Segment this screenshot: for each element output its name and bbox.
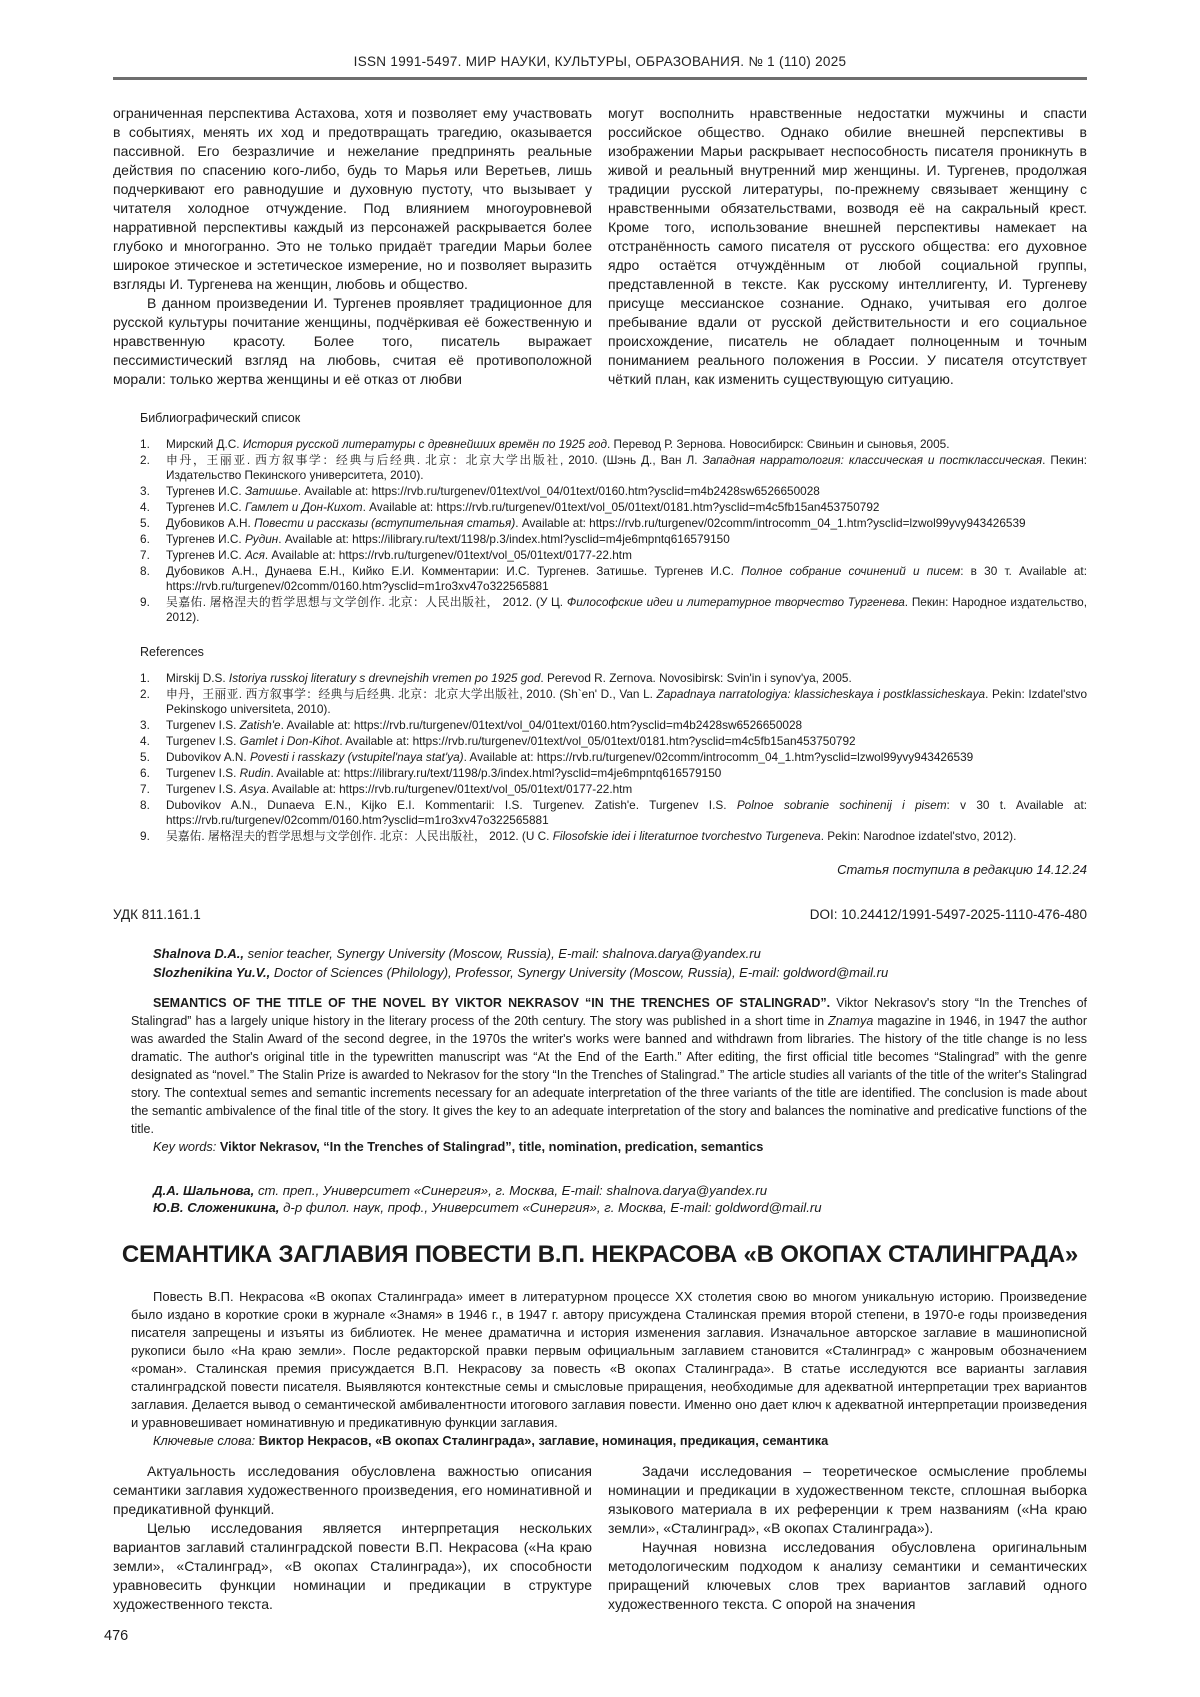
reference-item [140, 671, 1087, 686]
text-segment: Рудин [244, 532, 279, 546]
text-segment: . Available at: https://rvb.ru/turgenev/01text/vol_05/01text/0181.htm?ysclid=m4c5fb15an453750792 [362, 500, 880, 514]
text-segment: 吴嘉佑. 屠格涅夫的哲学思想与文学创作. 北京：人民出版社， 2012. (U C. [166, 829, 553, 843]
text-segment: . Available at: https://rvb.ru/turgenev/01text/vol_05/01text/0177-22.htm [264, 548, 632, 562]
text-segment: Ю.В. Сложеникина, [153, 1200, 280, 1215]
text-segment: Полное собрание сочинений и писем [741, 564, 961, 578]
text-segment: Znamya [828, 1014, 874, 1028]
paragraph: Целью исследования является интерпретация нескольких вариантов заглавий сталинградской повести В.П. Некрасова («На краю земли», «Сталинград», «В окопах Сталинграда»), их способности уравновесить функции номинации и предикации в структуре художественного текста. [113, 1520, 592, 1612]
reference-item [140, 516, 1087, 531]
column-left [113, 1462, 592, 1614]
text-segment: Turgenev I.S. [166, 766, 240, 780]
reference-item [140, 437, 1087, 452]
reference-item [140, 750, 1087, 765]
text-segment: Mirskij D.S. [166, 671, 229, 685]
text-segment: Виктор Некрасов, «В окопах Сталинграда», заглавие, номинация, предикация, семантика [258, 1433, 829, 1448]
text-segment: Дубовиков А.Н., Дунаева Е.Н., Кийко Е.И. Комментарии: И.С. Тургенев. Затишье. Тургенев И.С. [166, 564, 742, 578]
text-segment: История русской литературы с древнейших времён по 1925 год [242, 437, 607, 451]
text-segment: . Available at: https://ilibrary.ru/text/1198/p.3/index.html?ysclid=m4je6mpntq616579150 [278, 532, 730, 546]
text-segment: 申丹，王丽亚. 西方叙事学：经典与后经典. 北京：北京大学出版社, 2010. (Шэнь Д., Ван Л. [166, 453, 703, 467]
text-segment: Gamlet i Don-Kihot [239, 734, 340, 748]
column-left [113, 104, 592, 389]
text-segment: Zatish'e [239, 718, 281, 732]
paragraph: ограниченная перспектива Астахова, хотя и позволяет ему участвовать в событиях, менять их ход и предотвращать трагедию, оказывается пассивной. Его безразличие и нежелание предпринять реальные действия по спасению кого-либо, будь то Марья или Веретьев, лишь подчеркивают его равнодушие и духовную пустоту, что вызывает у читателя холодное отчуждение. Под влиянием многоуровневой нарративной перспективы каждый из персонажей раскрывается более глубоко и многогранно. Это не только придаёт трагедии Марьи более широкое этическое и эстетическое измерение, но и позволяет выразить взгляды И. Тургенева на женщин, любовь и общество. [113, 105, 592, 292]
text-segment: . Available at: https://ilibrary.ru/text/1198/p.3/index.html?ysclid=m4je6mpntq616579150 [270, 766, 722, 780]
author-line-ru [113, 1182, 1087, 1199]
text-segment: Shalnova D.A., [153, 946, 245, 961]
text-segment: Тургенев И.С. [166, 532, 245, 546]
text-segment: Rudin [239, 766, 271, 780]
text-segment: . Available at: https://rvb.ru/turgenev/02comm/introcomm_04_1.htm?ysclid=lzwol99yvy943426539 [515, 516, 1026, 530]
text-segment: Istoriya russkoj literatury s drevnejshih vremen po 1925 god [228, 671, 541, 685]
text-segment: Гамлет и Дон-Кихот [244, 500, 363, 514]
column-right [608, 104, 1087, 389]
references-heading: References [140, 645, 204, 659]
text-segment: 申丹，王丽亚. 西方叙事学：经典与后经典. 北京：北京大学出版社, 2010. (Sh`en' D., Van L. [166, 687, 657, 701]
text-segment: Slozhenikina Yu.V., [153, 965, 271, 980]
reference-item [140, 500, 1087, 515]
reference-item [140, 484, 1087, 499]
paragraph: могут восполнить нравственные недостатки мужчины и спасти российское общество. Однако обилие внешней перспективы в изображении Марьи раскрывает неспособность писателя проникнуть в живой и реальный внутренний мир женщины. И. Тургенев, продолжая традиции русской литературы, по-прежнему связывает женщину с нравственными обязательствами, возводя её на сакральный крест. Кроме того, использование внешней перспективы намекает на отстранённость самого писателя от русского общества: его духовное ядро остаётся отчуждённым от любой социальной группы, представленной в тексте. Как русскому интеллигенту, И. Тургеневу присуще мессианское сознание. Однако, учитывая его долгое пребывание вдали от русской действительности и его социальное происхождение, писатель не обладает полноценным и точным пониманием реального положения в России. У писателя отсутствует чёткий план, как изменить существующую ситуацию. [608, 105, 1087, 387]
text-segment: Filosofskie idei i literaturnoe tvorchestvo Turgeneva [552, 829, 821, 843]
paragraph: Научная новизна исследования обусловлена оригинальным методологическим подходом к анализу семантики и семантических приращений ключевых слов трех вариантов заглавий одного художественного текста. С опорой на значения [608, 1539, 1087, 1612]
article-title: СЕМАНТИКА ЗАГЛАВИЯ ПОВЕСТИ В.П. НЕКРАСОВА «В ОКОПАХ СТАЛИНГРАДА» [121, 1241, 1079, 1268]
references-list [113, 671, 1087, 844]
reference-item [140, 734, 1087, 749]
text-segment: Мирский Д.С. [166, 437, 243, 451]
text-segment: . Perevod R. Zernova. Novosibirsk: Svin'in i synov'ya, 2005. [540, 671, 852, 685]
text-segment: SEMANTICS OF THE TITLE OF THE NOVEL BY VIKTOR NEKRASOV “IN THE TRENCHES OF STALINGRAD”. [153, 996, 837, 1010]
text-segment: Повести и рассказы (вступительная статья) [254, 516, 516, 530]
text-segment: . Available at: https://rvb.ru/turgenev/01text/vol_05/01text/0177-22.htm [265, 782, 633, 796]
keywords-en [113, 1138, 1087, 1156]
text-segment: Turgenev I.S. [166, 718, 240, 732]
text-segment: Zapadnaya narratologiya: klassicheskaya i postklassicheskaya [656, 687, 986, 701]
text-segment: senior teacher, Synergy University (Moscow, Russia), E-mail: shalnova.darya@yandex.ru [244, 946, 761, 961]
text-segment: Западная нарратология: классическая и постклассическая [702, 453, 1043, 467]
text-segment: 吴嘉佑. 屠格涅夫的哲学思想与文学创作. 北京：人民出版社， 2012. (У Ц. [166, 595, 567, 609]
reference-item [140, 532, 1087, 547]
author-line-en [113, 963, 1087, 982]
text-segment: . Pekin: Izdatel'stvo Pekinskogo universiteta, 2010). [166, 687, 1088, 716]
text-segment: Дубовиков А.Н. [166, 516, 255, 530]
bibliography-heading: Библиографический список [140, 411, 301, 425]
text-segment: . Available at: https://rvb.ru/turgenev/01text/vol_05/01text/0181.htm?ysclid=m4c5fb15an453750792 [339, 734, 856, 748]
header-rule [113, 77, 1087, 80]
text-segment: д-р филол. наук, проф., Университет «Синергия», г. Москва, E-mail: goldword@mail.ru [279, 1200, 822, 1215]
text-segment: Dubovikov A.N. [166, 750, 250, 764]
text-segment: Key words: [153, 1139, 220, 1154]
author-line-en [113, 944, 1087, 963]
udk-doi-row [113, 907, 1087, 922]
reference-item [140, 595, 1087, 625]
paragraph: Актуальность исследования обусловлена важностью описания семантики заглавия художественного произведения, его номинативной и предикативной функций. [113, 1463, 592, 1517]
text-segment: Тургенев И.С. [166, 548, 245, 562]
text-segment: Д.А. Шальнова, [153, 1183, 255, 1198]
abstract-en [113, 994, 1087, 1138]
text-segment: Doctor of Sciences (Philology), Professor, Synergy University (Moscow, Russia), E-mail: goldword@mail.ru [270, 965, 889, 980]
abstract-ru: Повесть В.П. Некрасова «В окопах Сталинграда» имеет в литературном процессе XX столетия свою во многом уникальную историю. Произведение было издано в короткие сроки в журнале «Знамя» в 1946 г., в 1947 г. автору присуждена Сталинская премия второй степени, в 1970-е годы произведения писателя запрещены и изъяты из библиотек. Не менее драматична и история изменения заглавия. Изначальное авторское заглавие в машинописной рукописи было «На краю земли». После редакторской правки первым официальным заглавием становится «Сталинград» с жанровым обозначением «роман». Сталинская премия присуждается В.П. Некрасову за повесть «В окопах Сталинграда». В статье исследуются все варианты заглавия сталинградской повести писателя. Выявляются контекстные семы и смысловые приращения, необходимые для адекватной интерпретации трех вариантов заглавия. Делается вывод о семантической амбивалентности итогового заглавия повести. Именно оно дает ключ к адекватной интерпретации произведения и уравновешивает номинативную и предикативную функции заглавия. [131, 1289, 1087, 1430]
udk-number: УДК 811.161.1 [113, 907, 201, 922]
text-segment: . Available at: https://rvb.ru/turgenev/01text/vol_04/01text/0160.htm?ysclid=m4b2428sw6526650028 [297, 484, 820, 498]
reference-item [140, 548, 1087, 563]
text-segment: . Перевод Р. Зернова. Новосибирск: Свиньин и сыновья, 2005. [606, 437, 950, 451]
reference-item [140, 564, 1087, 594]
text-segment: Dubovikov A.N., Dunaeva E.N., Kijko E.I. Kommentarii: I.S. Turgenev. Zatish'e. Turgenev I.S. [166, 798, 737, 812]
text-segment: Turgenev I.S. [166, 782, 240, 796]
keywords-ru [113, 1432, 1087, 1450]
column-right [608, 1462, 1087, 1614]
text-segment: Turgenev I.S. [166, 734, 240, 748]
paragraph: В данном произведении И. Тургенев проявляет традиционное для русской культуры почитание женщины, подчёркивая её божественную и нравственную красоту. Более того, писатель выражает пессимистический взгляд на любовь, считая её противоположной морали: только жертва женщины и её отказ от любви [113, 295, 592, 387]
text-segment: Polnoe sobranie sochinenij i pisem [736, 798, 947, 812]
text-segment: . Available at: https://rvb.ru/turgenev/01text/vol_04/01text/0160.htm?ysclid=m4b2428sw6526650028 [280, 718, 803, 732]
text-segment: Тургенев И.С. [166, 484, 245, 498]
text-segment: Ключевые слова: [153, 1433, 259, 1448]
text-segment: Povesti i rasskazy (vstupitel'naya stat'ya) [249, 750, 464, 764]
reference-item [140, 718, 1087, 733]
author-line-ru [113, 1199, 1087, 1216]
paragraph: Задачи исследования – теоретическое осмысление проблемы номинации и предикации в художественном тексте, сплошная выборка языкового материала в их референции к трем названиям («На краю земли», «Сталинград», «В окопах Сталинграда»). [608, 1463, 1087, 1536]
text-segment: . Available at: https://rvb.ru/turgenev/02comm/introcomm_04_1.htm?ysclid=lzwol99yvy943426539 [463, 750, 974, 764]
reference-item [140, 453, 1087, 483]
text-segment: Viktor Nekrasov, “In the Trenches of Stalingrad”, title, nomination, predication, semantics [219, 1139, 764, 1154]
text-segment: . Пекин: Издательство Пекинского университета, 2010). [166, 453, 1087, 482]
bibliography-list [113, 437, 1087, 625]
text-segment: ст. преп., Университет «Синергия», г. Москва, E-mail: shalnova.darya@yandex.ru [254, 1183, 768, 1198]
text-segment: : v 30 t. Available at: https://rvb.ru/turgenev/02comm/0160.htm?ysclid=m1ro3xv47o322565881 [166, 798, 1088, 827]
text-segment: . Pekin: Narodnoe izdatel'stvo, 2012). [820, 829, 1017, 843]
authors-ru [113, 1182, 1087, 1216]
text-segment: : в 30 т. Available at: https://rvb.ru/turgenev/02comm/0160.htm?ysclid=m1ro3xv47o322565881 [166, 564, 1087, 593]
new-article-body [113, 1462, 1087, 1614]
text-segment: Ася [244, 548, 265, 562]
authors-en [113, 944, 1087, 982]
reference-item [140, 766, 1087, 781]
text-segment: magazine in 1946, in 1947 the author was awarded the Stalin Award of the second degree, in the 1970s the writer's works were banned and withdrawn from libraries. The history of the title change is no less dramatic. The author's original title in the typewritten manuscript was “At the End of the Earth.” After editing, the first official title becomes “Stalingrad” with the genre designated as “novel.” The Stalin Prize is awarded to Nekrasov for the story “In the Trenches of Stalingrad.” The article studies all variants of the title of the writer's Stalingrad story. The contextual semes and semantic increments necessary for an adequate interpretation of the three variants of the title are identified. The conclusion is made about the semantic ambivalence of the final title of the story. It gives the key to an adequate interpretation of the story and balances the nominative and predicative functions of the title. [131, 1014, 1087, 1136]
reference-item [140, 798, 1087, 828]
reference-item [140, 782, 1087, 797]
text-segment: Asya [239, 782, 266, 796]
received-date: Статья поступила в редакцию 14.12.24 [837, 862, 1087, 877]
text-segment: . Пекин: Народное издательство, 2012). [166, 595, 1088, 624]
text-segment: Viktor Nekrasov's story “In the Trenches of Stalingrad” has a largely unique history in the literary process of the 20th century. The story was published in a short time in [131, 996, 1087, 1028]
text-segment: Философские идеи и литературное творчество Тургенева [566, 595, 905, 609]
reference-item [140, 687, 1087, 717]
text-segment: Затишье [244, 484, 298, 498]
doi-number: DOI: 10.24412/1991-5497-2025-1110-476-480 [809, 907, 1087, 922]
running-head: ISSN 1991-5497. МИР НАУКИ, КУЛЬТУРЫ, ОБРАЗОВАНИЯ. № 1 (110) 2025 [353, 54, 847, 69]
reference-item [140, 829, 1087, 844]
text-segment: Тургенев И.С. [166, 500, 245, 514]
page-number: 476 [104, 1628, 129, 1644]
top-article-body [113, 104, 1087, 389]
